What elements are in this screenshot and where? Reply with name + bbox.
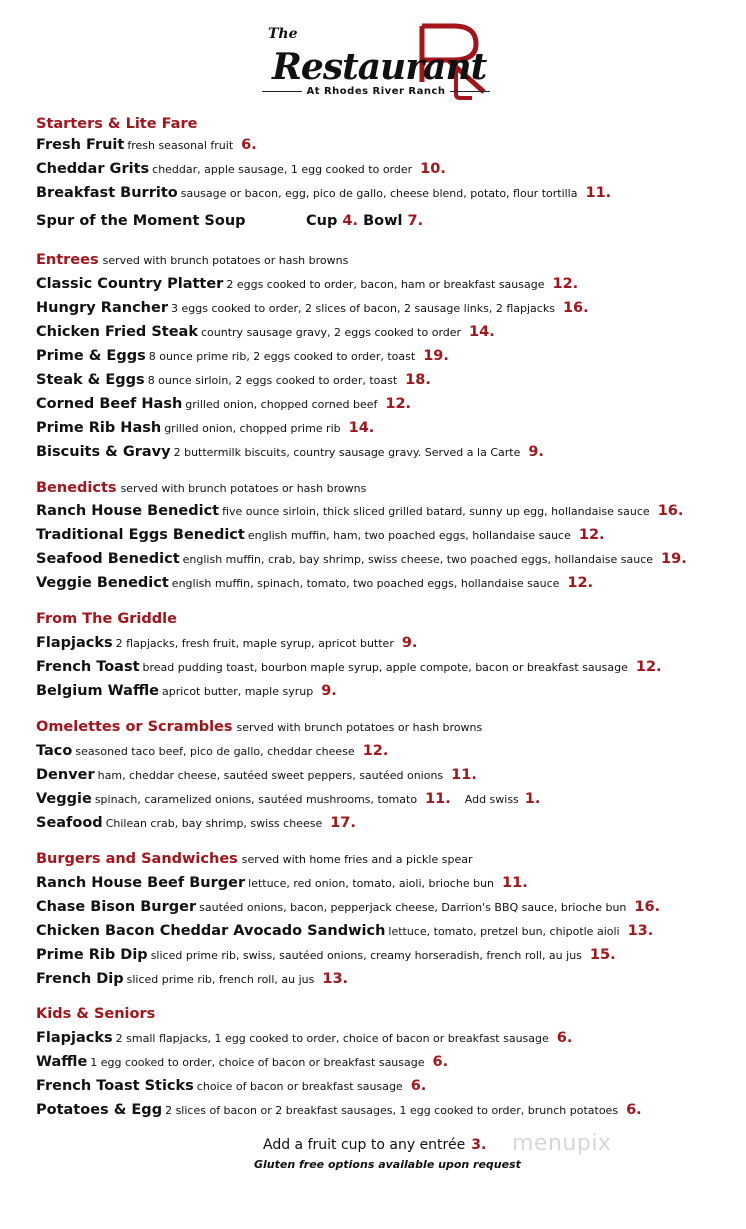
divider [262, 91, 302, 93]
logo-the: The [268, 26, 298, 42]
menu-item: Classic Country Platter 2 eggs cooked to order, bacon, ham or breakfast sausage 12. [36, 276, 579, 292]
menu-item: Prime Rib Dip sliced prime rib, swiss, sautéed onions, creamy horseradish, french roll, au jus 15. [36, 947, 616, 963]
menu-item: French Dip sliced prime rib, french roll, au jus 13. [36, 971, 349, 987]
menu-item: Seafood Chilean crab, bay shrimp, swiss cheese 17. [36, 815, 356, 831]
menu-item: French Toast Sticks choice of bacon or breakfast sausage 6. [36, 1078, 427, 1094]
menu-item: Hungry Rancher 3 eggs cooked to order, 2 slices of bacon, 2 sausage links, 2 flapjacks 16. [36, 300, 589, 316]
menupix-watermark: menupix [512, 1131, 612, 1156]
gluten-free-note: Gluten free options available upon request [254, 1158, 521, 1171]
section-title-benedicts: Benedicts served with brunch potatoes or hash browns [36, 480, 367, 496]
section-title-burgers: Burgers and Sandwiches served with home fries and a pickle spear [36, 851, 473, 867]
logo-name: Restaurant [272, 46, 487, 88]
divider [450, 91, 490, 93]
menu-item: French Toast bread pudding toast, bourbon maple syrup, apple compote, bacon or breakfast sausage 12. [36, 659, 662, 675]
menu-item: Denver ham, cheddar cheese, sautéed sweet peppers, sautéed onions 11. [36, 767, 477, 783]
section-title-omelettes: Omelettes or Scrambles served with brunch potatoes or hash browns [36, 719, 483, 735]
menu-item: Fresh Fruit fresh seasonal fruit 6. [36, 137, 257, 153]
menu-item: Veggie Benedict english muffin, spinach, tomato, two poached eggs, hollandaise sauce 12. [36, 575, 594, 591]
menu-item: Biscuits & Gravy 2 buttermilk biscuits, country sausage gravy. Served a la Carte 9. [36, 444, 544, 460]
menu-item: Flapjacks 2 small flapjacks, 1 egg cooked to order, choice of bacon or breakfast sausage 6. [36, 1030, 573, 1046]
menu-item: Prime Rib Hash grilled onion, chopped prime rib 14. [36, 420, 375, 436]
menu-item: Traditional Eggs Benedict english muffin, ham, two poached eggs, hollandaise sauce 12. [36, 527, 605, 543]
section-title-starters: Starters & Lite Fare [36, 116, 198, 132]
menu-item: Potatoes & Egg 2 slices of bacon or 2 breakfast sausages, 1 egg cooked to order, brunch potatoes 6. [36, 1102, 642, 1118]
menu-item: Corned Beef Hash grilled onion, chopped corned beef 12. [36, 396, 412, 412]
restaurant-logo [262, 18, 492, 106]
menu-item: Chicken Fried Steak country sausage gravy, 2 eggs cooked to order 14. [36, 324, 495, 340]
menu-item-soup: Spur of the Moment Soup [36, 213, 246, 229]
menu-item: Prime & Eggs 8 ounce prime rib, 2 eggs cooked to order, toast 19. [36, 348, 449, 364]
menu-item: Ranch House Benedict five ounce sirloin, thick sliced grilled batard, sunny up egg, hollandaise sauce 16. [36, 503, 684, 519]
menu-item: Chicken Bacon Cheddar Avocado Sandwich lettuce, tomato, pretzel bun, chipotle aioli 13. [36, 923, 654, 939]
menu-item: Seafood Benedict english muffin, crab, bay shrimp, swiss cheese, two poached eggs, hollandaise sauce 19. [36, 551, 687, 567]
section-title-entrees: Entrees served with brunch potatoes or hash browns [36, 252, 349, 268]
fruit-cup-note: Add a fruit cup to any entrée 3. [263, 1137, 487, 1153]
section-title-kids: Kids & Seniors [36, 1006, 156, 1022]
menu-item: Belgium Waffle apricot butter, maple syrup 9. [36, 683, 337, 699]
logo-sub-text: At Rhodes River Ranch [306, 86, 446, 97]
menu-item: Waffle 1 egg cooked to order, choice of bacon or breakfast sausage 6. [36, 1054, 449, 1070]
menu-item: Flapjacks 2 flapjacks, fresh fruit, maple syrup, apricot butter 9. [36, 635, 418, 651]
menu-item: Cheddar Grits cheddar, apple sausage, 1 egg cooked to order 10. [36, 161, 446, 177]
menu-item: Taco seasoned taco beef, pico de gallo, cheddar cheese 12. [36, 743, 389, 759]
soup-prices: Cup 4. Bowl 7. [306, 213, 424, 229]
menu-item: Steak & Eggs 8 ounce sirloin, 2 eggs cooked to order, toast 18. [36, 372, 431, 388]
menu-item: Veggie spinach, caramelized onions, sautéed mushrooms, tomato 11. Add swiss 1. [36, 791, 541, 807]
section-title-griddle: From The Griddle [36, 611, 177, 627]
menu-item: Chase Bison Burger sautéed onions, bacon, pepperjack cheese, Darrion's BBQ sauce, brioche bun 16. [36, 899, 661, 915]
menu-item: Ranch House Beef Burger lettuce, red onion, tomato, aioli, brioche bun 11. [36, 875, 528, 891]
menu-item: Breakfast Burrito sausage or bacon, egg, pico de gallo, cheese blend, potato, flour tortilla 11. [36, 185, 612, 201]
logo-subtitle [262, 86, 490, 97]
